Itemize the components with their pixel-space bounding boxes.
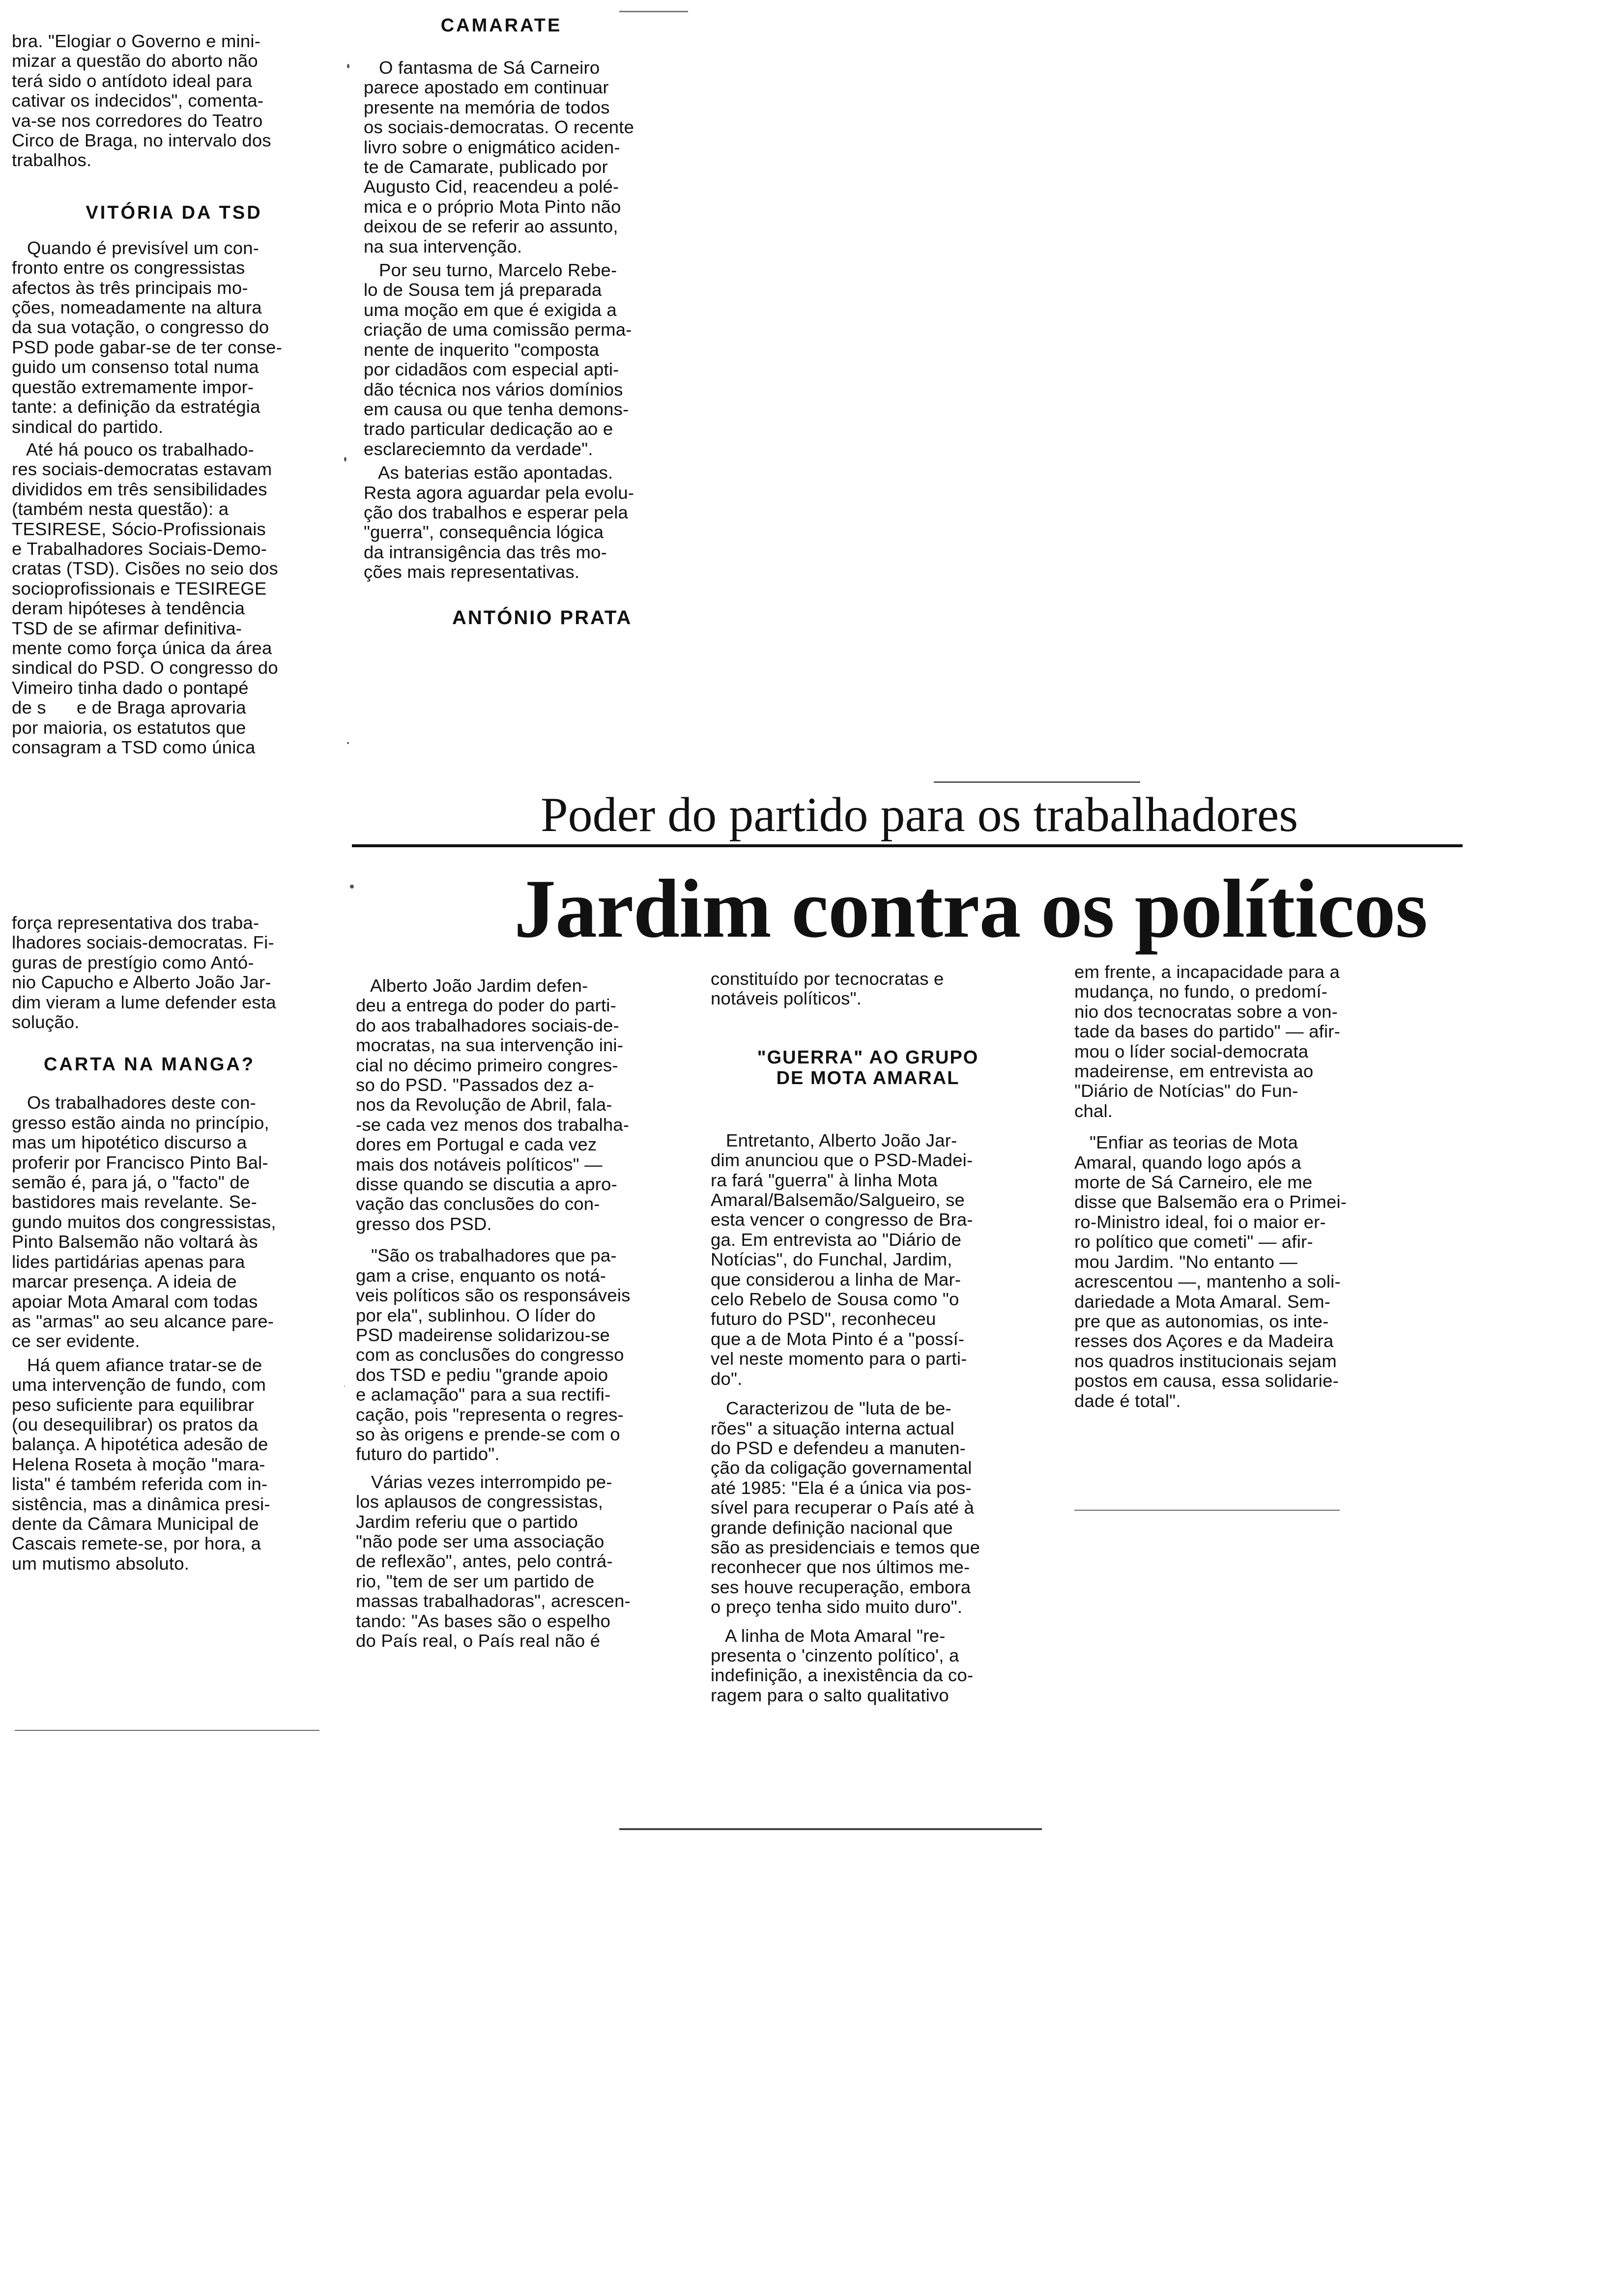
paragraph <box>1074 962 1418 1121</box>
text-line: guras de prestígio como Antó- <box>12 952 254 973</box>
headline-title: Jardim contra os políticos <box>514 862 1428 955</box>
text-line: de s e de Braga aprovaria <box>12 697 246 718</box>
text-line: te de Camarate, publicado por <box>364 157 608 177</box>
text-line: mudança, no fundo, o predomí- <box>1074 981 1328 1002</box>
text-line: deram hipóteses à tendência <box>12 598 245 619</box>
text-line: tante: a definição da estratégia <box>12 397 260 417</box>
text-line: e Trabalhadores Sociais-Demo- <box>12 538 267 559</box>
text-line: nio Capucho e Alberto João Jar- <box>12 972 271 993</box>
text-line: mais dos notáveis políticos" — <box>356 1154 603 1175</box>
text-line: veis políticos são os responsáveis <box>356 1285 631 1306</box>
text-line: por ela", sublinhou. O líder do <box>356 1305 596 1325</box>
text-line: cratas (TSD). Cisões no seio dos <box>12 558 278 579</box>
paragraph <box>12 31 336 171</box>
headline-rule <box>352 844 1463 847</box>
text-line: semão é, para já, o "facto" de <box>12 1172 250 1193</box>
text-line: TESIRESE, Sócio-Profissionais <box>12 518 266 539</box>
text-line: Jardim referiu que o partido <box>356 1511 578 1532</box>
text-line: o preço tenha sido muito duro". <box>711 1597 963 1617</box>
text-line: dores em Portugal e cada vez <box>356 1134 597 1155</box>
text-line: por cidadãos com especial apti- <box>364 359 619 380</box>
text-line: ragem para o salto qualitativo <box>711 1685 949 1705</box>
text-line: Por seu turno, Marcelo Rebe- <box>364 260 617 281</box>
text-line: futuro do PSD", reconheceu <box>711 1309 936 1329</box>
text-line: sistência, mas a dinâmica presi- <box>12 1493 270 1514</box>
text-line: va-se nos corredores do Teatro <box>12 110 263 131</box>
text-line: um mutismo absoluto. <box>12 1553 190 1574</box>
text-line: resses dos Açores e da Madeira <box>1074 1331 1334 1351</box>
text-line: da sua votação, o congresso do <box>12 317 269 338</box>
text-line: Helena Roseta à moção "mara- <box>12 1454 265 1474</box>
text-line: Amaral/Balsemão/Salgueiro, se <box>711 1190 965 1210</box>
text-line: Há quem afiance tratar-se de <box>12 1354 262 1375</box>
text-line: "guerra", consequência lógica <box>364 522 604 543</box>
paragraph <box>12 1093 346 1351</box>
text-line: uma intervenção de fundo, com <box>12 1375 266 1395</box>
text-line: gundo muitos dos congressistas, <box>12 1211 276 1232</box>
section-heading: "GUERRA" AO GRUPO <box>757 1047 979 1068</box>
text-line: Quando é previsível um con- <box>12 237 259 258</box>
paragraph <box>711 1399 1045 1617</box>
paragraph <box>12 1355 346 1574</box>
text-line: solução. <box>12 1012 80 1033</box>
text-line: res sociais-democratas estavam <box>12 459 272 480</box>
author-signature: ANTÓNIO PRATA <box>452 606 633 629</box>
text-line: notáveis políticos". <box>711 988 862 1009</box>
text-line: tade da bases do partido" — afir- <box>1074 1021 1341 1042</box>
end-rule <box>15 1730 319 1731</box>
text-line: nente de inquerito "composta <box>364 339 600 360</box>
text-line: A linha de Mota Amaral "re- <box>711 1625 946 1646</box>
text-line: Os trabalhadores deste con- <box>12 1092 256 1113</box>
text-line: mas um hipotético discurso a <box>12 1132 247 1153</box>
text-line: bastidores mais revelante. Se- <box>12 1192 257 1212</box>
section-heading: CARTA NA MANGA? <box>43 1054 256 1075</box>
text-line: massas trabalhadoras", acrescen- <box>356 1591 631 1611</box>
paragraph <box>364 58 688 257</box>
paragraph <box>12 440 336 758</box>
text-line: até 1985: "Ela é a única via pos- <box>711 1477 972 1498</box>
text-line: mocratas, na sua intervenção ini- <box>356 1035 624 1056</box>
text-line: mente como força única da área <box>12 637 272 658</box>
text-line: morte de Sá Carneiro, ele me <box>1074 1172 1313 1193</box>
text-line: afectos às três principais mo- <box>12 277 248 298</box>
divider-rule <box>934 781 1140 783</box>
text-line: ce ser evidente. <box>12 1331 140 1351</box>
text-line: rões" a situação interna actual <box>711 1418 954 1438</box>
text-line: dos TSD e pediu "grande apoio <box>356 1364 608 1385</box>
text-line: parece apostado em continuar <box>364 77 609 98</box>
paragraph <box>356 1472 680 1651</box>
text-line: "Enfiar as teorias de Mota <box>1074 1132 1298 1153</box>
text-line: Notícias", do Funchal, Jardim, <box>711 1249 952 1270</box>
text-line: Alberto João Jardim defen- <box>356 976 588 996</box>
text-line: gresso estão ainda no princípio, <box>12 1112 269 1133</box>
text-line: PSD madeirense solidarizou-se <box>356 1324 610 1345</box>
text-line: guido um consenso total numa <box>12 357 259 377</box>
text-line: os sociais-democratas. O recente <box>364 117 634 138</box>
text-line: do". <box>711 1368 743 1389</box>
text-line: socioprofissionais e TESIREGE <box>12 578 267 599</box>
text-line: Pinto Balsemão não voltará às <box>12 1232 258 1252</box>
text-line: madeirense, em entrevista ao <box>1074 1061 1314 1082</box>
text-line: cial no décimo primeiro congres- <box>356 1055 618 1075</box>
text-line: mizar a questão do aborto não <box>12 51 258 71</box>
text-line: Vimeiro tinha dado o pontapé <box>12 677 249 698</box>
text-line: as "armas" ao seu alcance pare- <box>12 1311 274 1331</box>
text-line: "São os trabalhadores que pa- <box>356 1245 617 1266</box>
text-line: Entretanto, Alberto João Jar- <box>711 1130 957 1150</box>
text-line: mou o líder social-democrata <box>1074 1041 1309 1062</box>
text-line: nio dos tecnocratas sobre a von- <box>1074 1001 1338 1022</box>
text-line: proferir por Francisco Pinto Bal- <box>12 1152 268 1173</box>
text-line: so às origens e prende-se com o <box>356 1424 620 1444</box>
paragraph <box>12 913 346 1032</box>
text-line: los aplausos de congressistas, <box>356 1492 604 1512</box>
text-line: dão técnica nos vários domínios <box>364 379 623 400</box>
text-line: terá sido o antídoto ideal para <box>12 70 253 91</box>
text-line: ro político que cometi" — afir- <box>1074 1232 1313 1252</box>
text-line: nos da Revolução de Abril, fala- <box>356 1094 612 1115</box>
column-bottom-b <box>356 976 680 1651</box>
text-line: Amaral, quando logo após a <box>1074 1152 1301 1173</box>
text-line: trado particular dedicação ao e <box>364 419 613 439</box>
text-line: livro sobre o enigmático aciden- <box>364 137 620 157</box>
text-line: trabalhos. <box>12 150 92 171</box>
section-heading-line2: DE MOTA AMARAL <box>776 1067 960 1089</box>
text-line: acrescentou —, mantenho a soli- <box>1074 1271 1341 1292</box>
text-line: são as presidenciais e temos que <box>711 1537 980 1557</box>
text-line: sindical do partido. <box>12 416 164 437</box>
text-line: Até há pouco os trabalhado- <box>12 439 255 459</box>
text-line: "não pode ser uma associação <box>356 1531 604 1551</box>
text-line: As baterias estão apontadas. <box>364 462 613 483</box>
text-line: pre que as autonomias, os inte- <box>1074 1311 1329 1331</box>
column-bottom-c <box>711 969 1045 1705</box>
text-line: questão extremamente impor- <box>12 376 254 397</box>
text-line: e aclamação" para a sua rectifi- <box>356 1384 611 1405</box>
text-line: com as conclusões do congresso <box>356 1345 624 1365</box>
text-line: PSD pode gabar-se de ter conse- <box>12 337 282 357</box>
text-line: sindical do PSD. O congresso do <box>12 658 278 678</box>
text-line: Caracterizou de "luta de be- <box>711 1398 951 1419</box>
text-line: dariedade a Mota Amaral. Sem- <box>1074 1291 1331 1312</box>
text-line: gresso dos PSD. <box>356 1213 492 1234</box>
text-line: em causa ou que tenha demons- <box>364 399 629 419</box>
text-line: gam a crise, enquanto os notá- <box>356 1265 606 1286</box>
text-line: cação, pois "representa o regres- <box>356 1404 624 1425</box>
text-line: vação das conclusões do con- <box>356 1194 600 1214</box>
text-line: de reflexão", antes, pelo contrá- <box>356 1551 613 1572</box>
paragraph <box>12 238 336 437</box>
text-line: bra. "Elogiar o Governo e mini- <box>12 31 261 51</box>
text-line: nos quadros institucionais sejam <box>1074 1350 1337 1371</box>
column-bottom-d <box>1074 962 1418 1411</box>
text-line: do País real, o País real não é <box>356 1631 601 1651</box>
scan-speck <box>350 885 354 889</box>
text-line: esclareciemnto da verdade". <box>364 438 593 459</box>
text-line: ções mais representativas. <box>364 562 580 582</box>
text-line: dim anunciou que o PSD-Madei- <box>711 1150 973 1171</box>
text-line: por maioria, os estatutos que <box>12 717 246 738</box>
end-rule-d <box>1074 1510 1340 1511</box>
text-line: deixou de se referir ao assunto, <box>364 216 618 237</box>
text-line: Resta agora aguardar pela evolu- <box>364 482 634 503</box>
text-line: ga. Em entrevista ao "Diário de <box>711 1229 962 1250</box>
top-right-rule <box>619 11 688 12</box>
text-line: so do PSD. "Passados dez a- <box>356 1075 594 1095</box>
column-top-middle <box>364 15 688 629</box>
text-line: -se cada vez menos dos trabalha- <box>356 1114 630 1135</box>
text-line: ção da coligação governamental <box>711 1458 972 1478</box>
text-line: disse quando se discutia a apro- <box>356 1174 617 1195</box>
text-line: balança. A hipotética adesão de <box>12 1434 268 1455</box>
text-line: uma moção em que é exigida a <box>364 299 617 320</box>
column-bottom-left <box>12 913 346 1574</box>
paragraph <box>711 1626 1045 1706</box>
text-line: mica e o próprio Mota Pinto não <box>364 196 621 217</box>
text-line: do aos trabalhadores sociais-de- <box>356 1015 619 1035</box>
text-line: lides partidárias apenas para <box>12 1251 245 1272</box>
headline-kicker: Poder do partido para os trabalhadores <box>541 787 1298 842</box>
text-line: marcar presença. A ideia de <box>12 1271 237 1292</box>
text-line: mou Jardim. "No entanto — <box>1074 1251 1298 1272</box>
text-line: força representativa dos traba- <box>12 913 259 933</box>
text-line: vel neste momento para o parti- <box>711 1349 967 1369</box>
text-line: tando: "As bases são o espelho <box>356 1610 611 1631</box>
text-line: fronto entre os congressistas <box>12 258 245 278</box>
text-line: "Diário de Notícias" do Fun- <box>1074 1081 1298 1101</box>
paragraph <box>356 976 680 1234</box>
text-line: que a de Mota Pinto é a "possí- <box>711 1328 965 1349</box>
text-line: postos em causa, essa solidarie- <box>1074 1371 1339 1391</box>
text-line: presenta o 'cinzento político', a <box>711 1645 959 1665</box>
text-line: reconhecer que nos últimos me- <box>711 1557 970 1578</box>
paragraph <box>711 969 1045 1009</box>
text-line: ra fará "guerra" à linha Mota <box>711 1170 938 1190</box>
text-line: chal. <box>1074 1100 1113 1121</box>
text-line: dim vieram a lume defender esta <box>12 992 276 1012</box>
text-line: lo de Sousa tem já preparada <box>364 280 602 300</box>
text-line: que considerou a linha de Mar- <box>711 1269 961 1290</box>
text-line: (também nesta questão): a <box>12 499 229 519</box>
text-line: (ou desequilibrar) os pratos da <box>12 1414 259 1435</box>
text-line: O fantasma de Sá Carneiro <box>364 57 600 78</box>
text-line: ro-Ministro ideal, foi o maior er- <box>1074 1211 1326 1232</box>
text-line: da intransigência das três mo- <box>364 542 607 562</box>
text-line: TSD de se afirmar definitiva- <box>12 618 242 638</box>
text-line: esta vencer o congresso de Bra- <box>711 1209 973 1230</box>
text-line: dade é total". <box>1074 1390 1181 1411</box>
text-line: criação de uma comissão perma- <box>364 319 632 340</box>
text-line: futuro do partido". <box>356 1444 500 1464</box>
text-line: ção dos trabalhos e esperar pela <box>364 502 629 522</box>
text-line: ses houve recuperação, embora <box>711 1577 971 1597</box>
paragraph <box>356 1246 680 1464</box>
section-heading: VITÓRIA DA TSD <box>86 202 262 223</box>
text-line: consagram a TSD como única <box>12 737 256 757</box>
bottom-rule <box>619 1828 1042 1830</box>
text-line: Várias vezes interrompido pe- <box>356 1471 612 1492</box>
text-line: lhadores sociais-democratas. Fi- <box>12 932 274 953</box>
paragraph <box>364 260 688 459</box>
column-top-left <box>12 31 336 757</box>
text-line: Cascais remete-se, por hora, a <box>12 1533 261 1554</box>
text-line: peso suficiente para equilibrar <box>12 1394 255 1415</box>
paragraph <box>711 1131 1045 1389</box>
text-line: constituído por tecnocratas e <box>711 969 944 989</box>
text-line: celo Rebelo de Sousa como "o <box>711 1289 959 1310</box>
scan-speck <box>344 457 346 461</box>
text-line: lista" é também referida com in- <box>12 1474 268 1494</box>
section-heading: CAMARATE <box>440 15 562 36</box>
paragraph <box>364 463 688 582</box>
text-line: do PSD e defendeu a manuten- <box>711 1437 966 1458</box>
text-line: grande definição nacional que <box>711 1517 953 1538</box>
text-line: dente da Câmara Municipal de <box>12 1513 259 1534</box>
text-line: apoiar Mota Amaral com todas <box>12 1291 258 1312</box>
text-line: divididos em três sensibilidades <box>12 479 267 499</box>
text-line: presente na memória de todos <box>364 97 610 117</box>
text-line: sível para recuperar o País até à <box>711 1497 975 1518</box>
text-line: indefinição, a inexistência da co- <box>711 1665 974 1686</box>
text-line: na sua intervenção. <box>364 236 522 257</box>
text-line: deu a entrega do poder do parti- <box>356 995 616 1016</box>
scan-speck <box>347 64 349 68</box>
paragraph <box>1074 1133 1418 1411</box>
text-line: ções, nomeadamente na altura <box>12 297 262 318</box>
text-line: cativar os indecidos", comenta- <box>12 90 264 111</box>
text-line: Augusto Cid, reacendeu a polé- <box>364 176 619 197</box>
text-line: disse que Balsemão era o Primei- <box>1074 1192 1347 1212</box>
text-line: em frente, a incapacidade para a <box>1074 962 1340 982</box>
scan-speck <box>347 742 349 744</box>
text-line: rio, "tem de ser um partido de <box>356 1571 595 1591</box>
text-line: Circo de Braga, no intervalo dos <box>12 130 271 151</box>
